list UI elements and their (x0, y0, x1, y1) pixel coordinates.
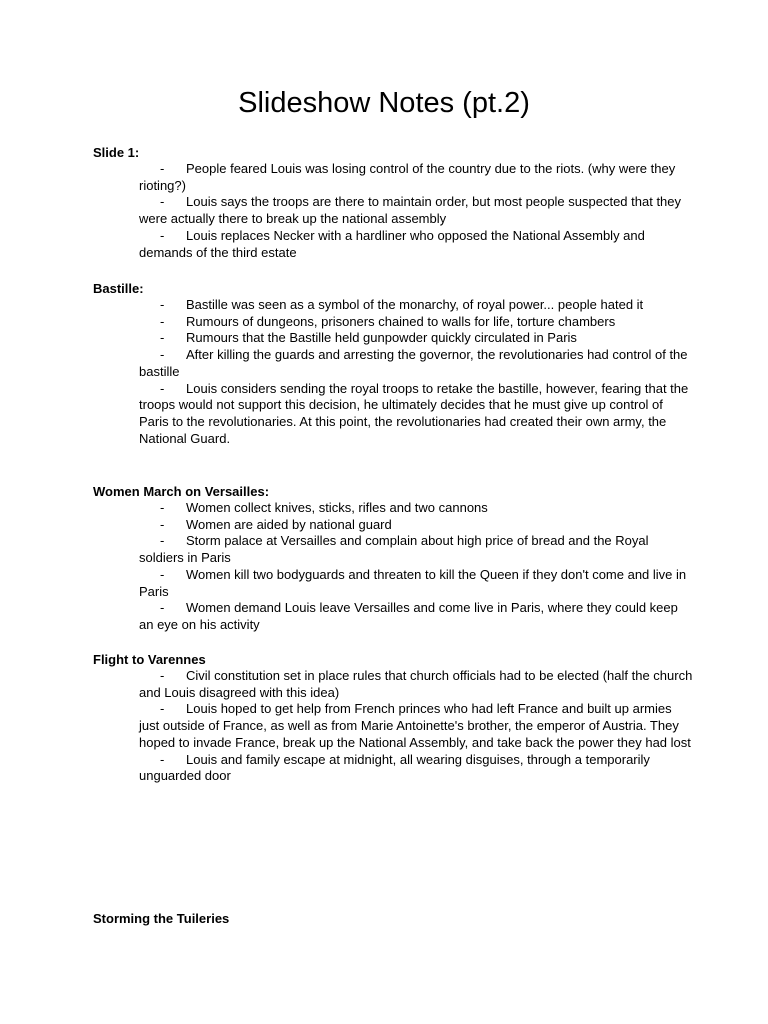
dash-marker: - (160, 194, 165, 210)
bullet-item (93, 517, 693, 534)
bullet-item (93, 567, 693, 600)
bullet-item (93, 668, 693, 701)
section-heading: Storming the Tuileries (93, 911, 230, 926)
bullet-text: Louis considers sending the royal troops to retake the bastille, however, fearing that the troops would not support this decision, he ultimately decides that he must give up control of Paris to the revolutionaries. At this point, the revolutionaries had created their own army, the National Guard. (139, 380, 689, 446)
dash-marker: - (160, 701, 165, 717)
dash-marker: - (160, 330, 165, 346)
bullet-item (93, 228, 693, 261)
bullet-text: Storm palace at Versailles and complain about high price of bread and the Royal soldiers in Paris (139, 533, 649, 566)
section-heading: Bastille: (93, 281, 144, 296)
bullet-item (93, 500, 693, 517)
bullet-text: Louis hoped to get help from French princes who had left France and built up armies just outside of France, as well as from Marie Antoinette's brother, the emperor of Austria. They hoped to invade France, break up the National Assembly, and take back the power they had lost (139, 701, 691, 750)
bullet-list (93, 297, 693, 447)
bullet-text: Women collect knives, sticks, rifles and two cannons (186, 500, 488, 515)
bullet-text: Louis replaces Necker with a hardliner who opposed the National Assembly and demands of the third estate (139, 227, 645, 260)
dash-marker: - (160, 380, 165, 396)
bullet-item (93, 381, 693, 448)
bullet-item (93, 297, 693, 314)
bullet-text: Rumours that the Bastille held gunpowder quickly circulated in Paris (186, 330, 577, 346)
bullet-item (93, 330, 693, 347)
dash-marker: - (160, 313, 165, 329)
section-flight-to-varennes (93, 651, 693, 785)
section-heading: Slide 1: (93, 145, 140, 160)
page-title: Slideshow Notes (pt.2) (238, 87, 530, 119)
bullet-item (93, 752, 693, 785)
section-slide-1 (93, 144, 693, 261)
bullet-text: Bastille was seen as a symbol of the monarchy, of royal power... people hated it (186, 297, 644, 312)
dash-marker: - (160, 347, 165, 363)
dash-marker: - (160, 600, 165, 616)
bullet-text: Women are aided by national guard (186, 516, 392, 532)
dash-marker: - (160, 566, 165, 582)
dash-marker: - (160, 668, 165, 683)
bullet-text: People feared Louis was losing control of the country due to the riots. (why were they rioting?) (139, 161, 676, 193)
bullet-text: After killing the guards and arresting the governor, the revolutionaries had control of the bastille (139, 347, 688, 379)
bullet-item (93, 600, 693, 633)
bullet-text: Louis and family escape at midnight, all wearing disguises, through a temporarily unguarded door (139, 751, 650, 784)
bullet-item (93, 701, 693, 751)
bullet-item (93, 161, 693, 194)
dash-marker: - (160, 516, 165, 532)
bullet-list (93, 668, 693, 785)
bullet-text: Women kill two bodyguards and threaten to kill the Queen if they don't come and live in Paris (139, 566, 687, 599)
section-bastille (93, 280, 693, 447)
bullet-item (93, 194, 693, 227)
bullet-text: Civil constitution set in place rules that church officials had to be elected (half the church and Louis disagreed with this idea) (139, 668, 693, 700)
bullet-list (93, 500, 693, 634)
bullet-text: Rumours of dungeons, prisoners chained to walls for life, torture chambers (186, 313, 616, 329)
dash-marker: - (160, 297, 165, 312)
bullet-item (93, 314, 693, 331)
dash-marker: - (160, 533, 165, 549)
bullet-list (93, 161, 693, 261)
section-heading: Flight to Varennes (93, 652, 206, 667)
section-women-march (93, 483, 693, 634)
dash-marker: - (160, 500, 165, 515)
section-storming-tuileries (93, 910, 693, 927)
section-heading: Women March on Versailles: (93, 484, 270, 499)
dash-marker: - (160, 161, 165, 176)
bullet-text: Women demand Louis leave Versailles and come live in Paris, where they could keep an eye on his activity (139, 600, 678, 632)
bullet-item (93, 347, 693, 380)
bullet-text: Louis says the troops are there to maintain order, but most people suspected that they were actually there to break up the national assembly (139, 194, 682, 227)
dash-marker: - (160, 751, 165, 767)
dash-marker: - (160, 227, 165, 243)
bullet-item (93, 533, 693, 566)
